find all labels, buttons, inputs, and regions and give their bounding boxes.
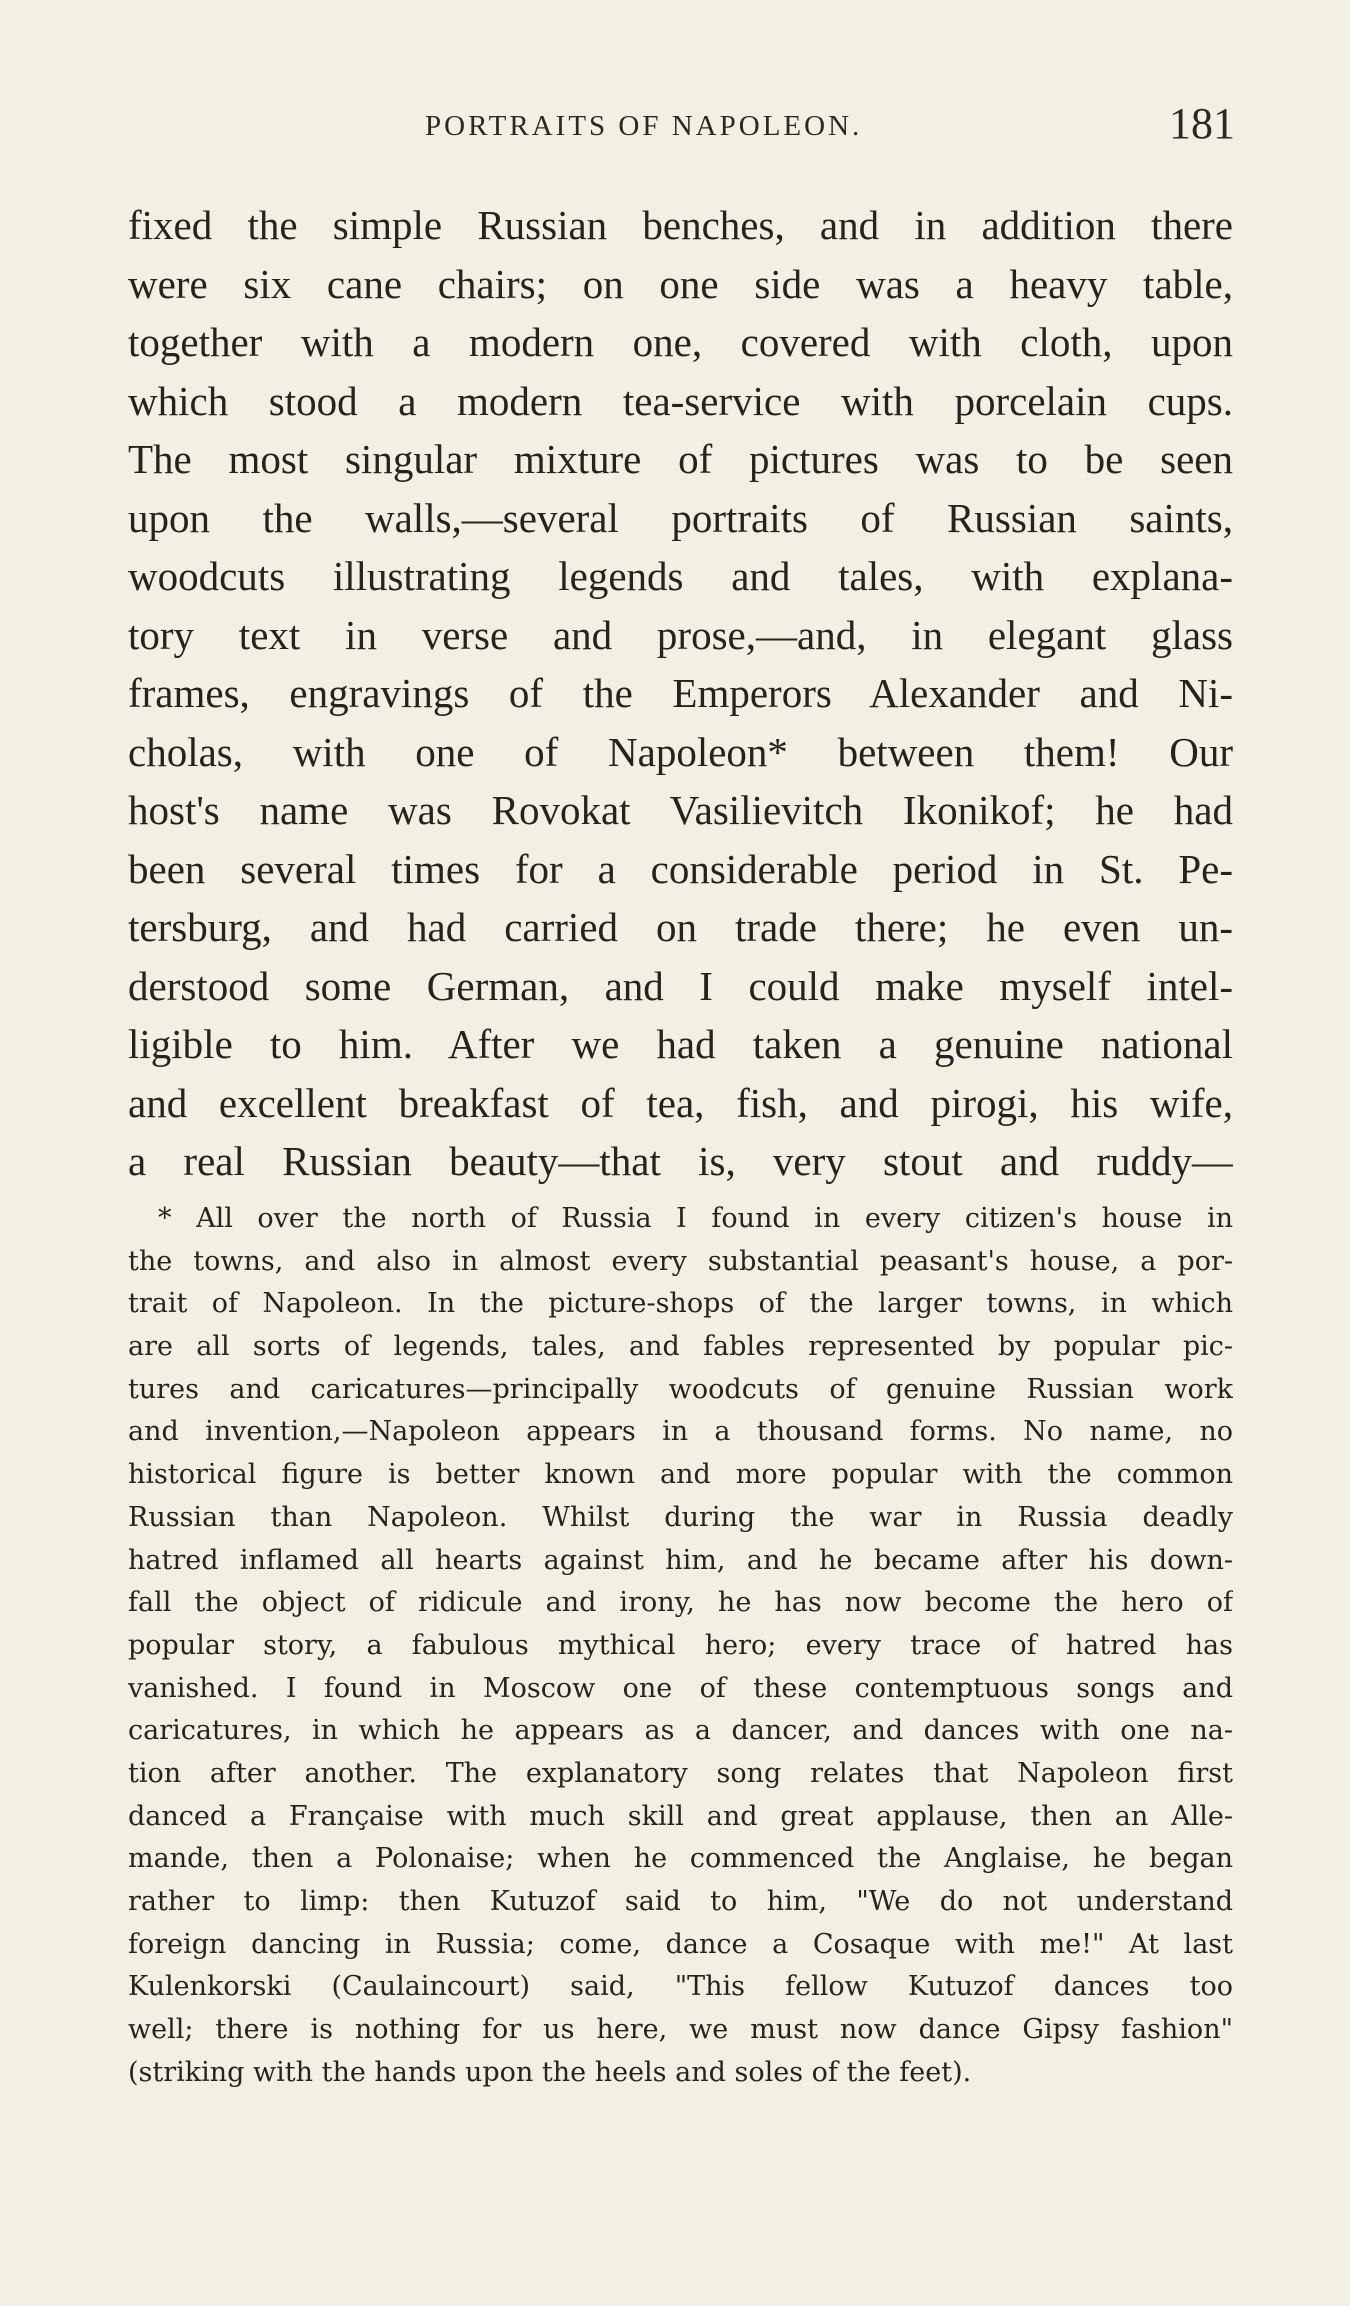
footnote-line: tures and caricatures—principally woodcuts of genuine Russian work [128,1373,1233,1405]
text-line: tersburg, and had carried on trade there; he even un- [128,904,1233,950]
text-line: were six cane chairs; on one side was a heavy table, [128,260,1233,307]
footnote-line: caricatures, in which he appears as a dancer, and dances with one na- [128,1715,1233,1747]
footnote-line: and invention,—Napoleon appears in a thousand forms. No name, no [128,1416,1233,1448]
page-number: 181 [1169,99,1235,148]
text-line: cholas, with one of Napoleon* between them! Our [128,728,1233,775]
footnote-line: (striking with the hands upon the heels and soles of the feet). [128,2056,972,2088]
footnote-line: Kulenkorski (Caulaincourt) said, "This fellow Kutuzof dances too [128,1971,1233,2003]
footnote-line: hatred inflamed all hearts against him, and he became after his down- [128,1544,1233,1576]
footnote-line: vanished. I found in Moscow one of these contemptuous songs and [128,1672,1233,1704]
text-line: a real Russian beauty—that is, very stout and ruddy— [128,1138,1233,1184]
footnote-line: rather to limp: then Kutuzof said to him, "We do not understand [128,1886,1233,1917]
footnote-line: fall the object of ridicule and irony, he has now become the hero of [128,1587,1233,1619]
footnote-line: historical figure is better known and more popular with the common [128,1459,1233,1491]
footnote [128,1198,1233,2094]
text-line: ligible to him. After we had taken a genuine national [128,1021,1233,1067]
footnote-line: danced a Française with much skill and great applause, then an Alle- [128,1800,1233,1832]
footnote-line: well; there is nothing for us here, we must now dance Gipsy fashion" [128,2014,1233,2046]
text-line: frames, engravings of the Emperors Alexander and Ni- [128,670,1233,716]
footnote-line: tion after another. The explanatory song relates that Napoleon first [128,1757,1233,1789]
footnote-line: trait of Napoleon. In the picture-shops of the larger towns, in which [128,1288,1233,1320]
footnote-line: * All over the north of Russia I found in every citizen's house in [158,1203,1233,1234]
text-line: been several times for a considerable period in St. Pe- [128,845,1233,892]
main-text [128,196,1233,1191]
text-line: derstood some German, and I could make myself intel- [128,962,1233,1009]
text-line: together with a modern one, covered with cloth, upon [128,319,1233,365]
footnote-line: the towns, and also in almost every substantial peasant's house, a por- [128,1245,1233,1277]
footnote-line: Russian than Napoleon. Whilst during the war in Russia deadly [128,1501,1233,1533]
text-line: The most singular mixture of pictures was to be seen [128,436,1233,482]
footnote-line: mande, then a Polonaise; when he commenced the Anglaise, he began [128,1843,1233,1875]
text-line: and excellent breakfast of tea, fish, and pirogi, his wife, [128,1079,1233,1126]
footnote-line: foreign dancing in Russia; come, dance a Cosaque with me!" At last [128,1928,1233,1960]
page-header [125,98,1235,148]
text-line: tory text in verse and prose,—and, in elegant glass [128,611,1233,658]
text-line: woodcuts illustrating legends and tales, with explana- [128,553,1233,599]
footnote-line: popular story, a fabulous mythical hero; every trace of hatred has [128,1629,1233,1661]
text-line: upon the walls,—several portraits of Russian saints, [128,494,1233,541]
footnote-line: are all sorts of legends, tales, and fables represented by popular pic- [128,1331,1233,1363]
running-title: PORTRAITS OF NAPOLEON. [425,110,863,142]
text-line: which stood a modern tea-service with porcelain cups. [128,377,1233,424]
text-line: host's name was Rovokat Vasilievitch Ikonikof; he had [128,787,1233,833]
text-line: fixed the simple Russian benches, and in addition there [128,202,1233,248]
